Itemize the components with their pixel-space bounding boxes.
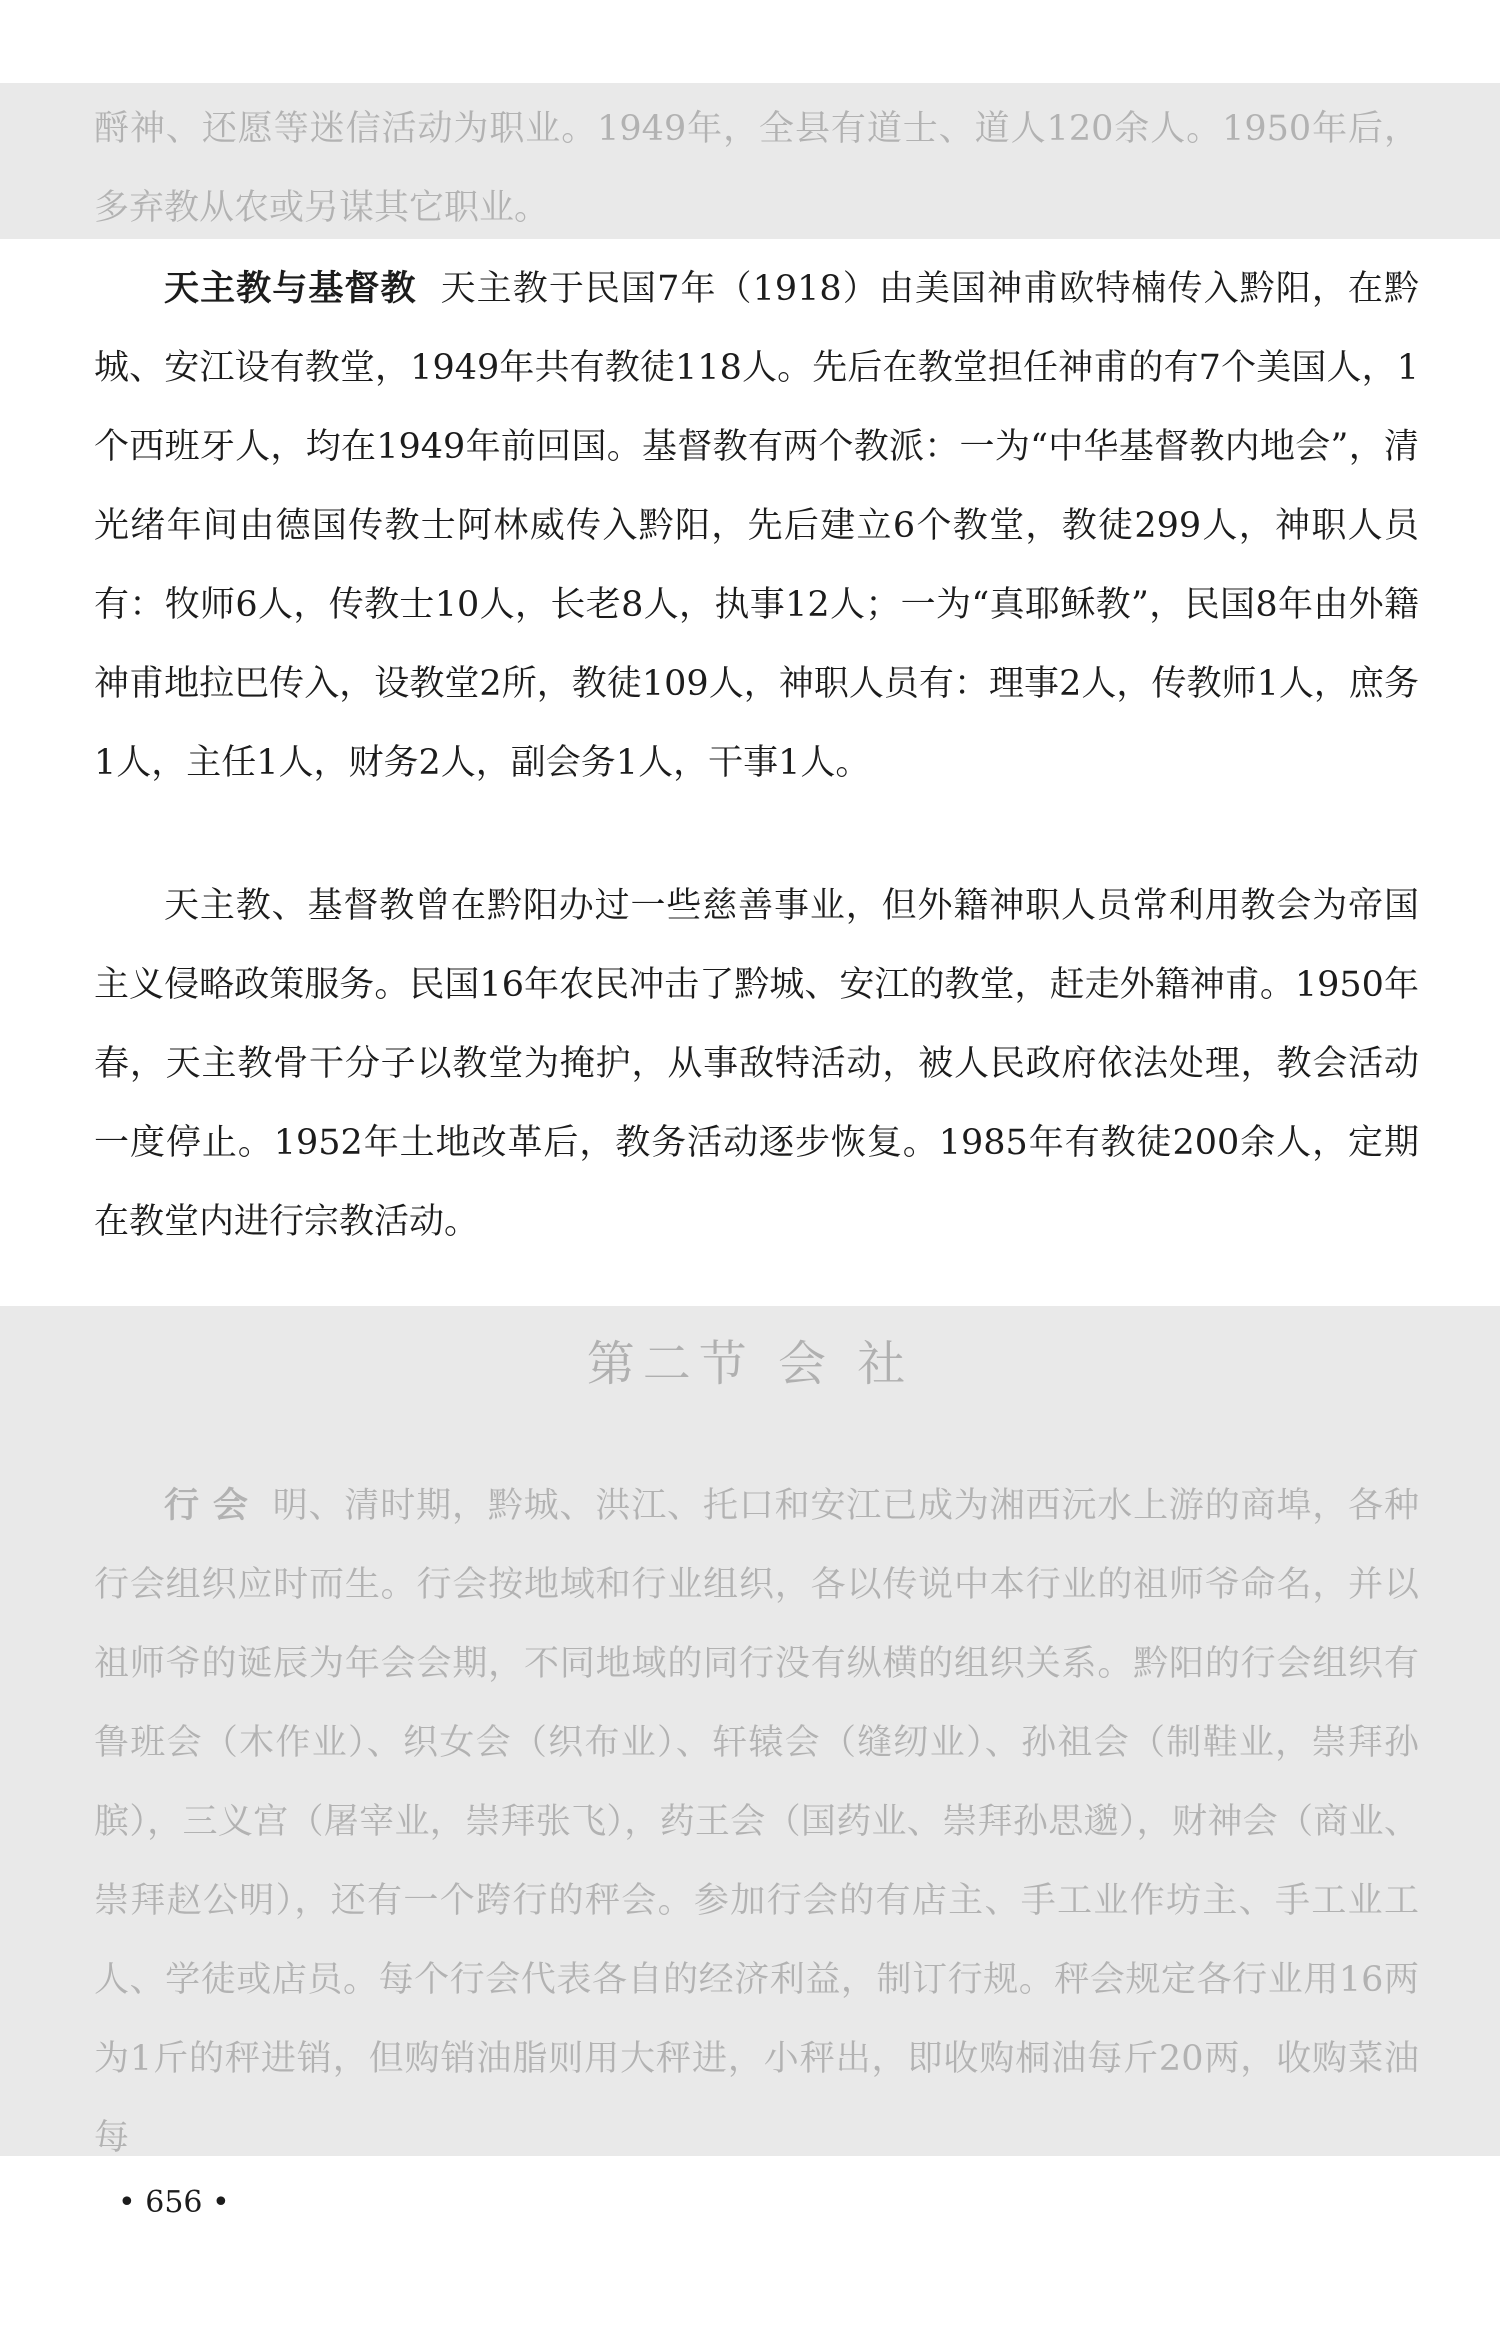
guild-heading: 行 会 <box>164 1486 249 1526</box>
top-paragraph: 酹神、还愿等迷信活动为职业。1949年，全县有道士、道人120余人。1950年后，多弃教从农或另谋其它职业。 <box>94 109 1419 228</box>
catholic-christian-heading: 天主教与基督教 <box>164 269 417 309</box>
catholic-christian-paragraph <box>94 250 1419 803</box>
charity-paragraph: 天主教、基督教曾在黔阳办过一些慈善事业，但外籍神职人员常利用教会为帝国主义侵略政策服务。民国16年农民冲击了黔城、安江的教堂，赶走外籍神甫。1950年春，天主教骨干分子以教堂为掩护，从事敌特活动，被人民政府依法处理，教会活动一度停止。1952年土地改革后，教务活动逐步恢复。1985年有教徒200余人，定期在教堂内进行宗教活动。 <box>94 886 1419 1242</box>
page-number: • 656 • <box>118 2185 230 2220</box>
guild-paragraph <box>94 1467 1419 2178</box>
catholic-christian-text: 天主教于民国7年（1918）由美国神甫欧特楠传入黔阳，在黔城、安江设有教堂，1949年共有教徒118人。先后在教堂担任神甫的有7个美国人，1个西班牙人，均在1949年前回国。基督教有两个教派：一为“中华基督教内地会”，清光绪年间由德国传教士阿林威传入黔阳，先后建立6个教堂，教徒299人，神职人员有：牧师6人，传教士10人，长老8人，执事12人；一为“真耶稣教”，民国8年由外籍神甫地拉巴传入，设教堂2所，教徒109人，神职人员有：理事2人，传教师1人，庶务1人，主任1人，财务2人，副会务1人，干事1人。 <box>94 269 1419 783</box>
section-title: 第二节 会 社 <box>586 1336 914 1392</box>
guild-text: 明、清时期，黔城、洪江、托口和安江已成为湘西沅水上游的商埠，各种行会组织应时而生。行会按地域和行业组织，各以传说中本行业的祖师爷命名，并以祖师爷的诞辰为年会会期，不同地域的同行没有纵横的组织关系。黔阳的行会组织有鲁班会（木作业）、织女会（织布业）、轩辕会（缝纫业）、孙祖会（制鞋业，崇拜孙膑），三义宫（屠宰业，崇拜张飞），药王会（国药业、崇拜孙思邈），财神会（商业、崇拜赵公明），还有一个跨行的秤会。参加行会的有店主、手工业作坊主、手工业工人、学徒或店员。每个行会代表各自的经济利益，制订行规。秤会规定各行业用16两为1斤的秤进销，但购销油脂则用大秤进，小秤出，即收购桐油每斤20两，收购菜油每 <box>94 1486 1419 2158</box>
